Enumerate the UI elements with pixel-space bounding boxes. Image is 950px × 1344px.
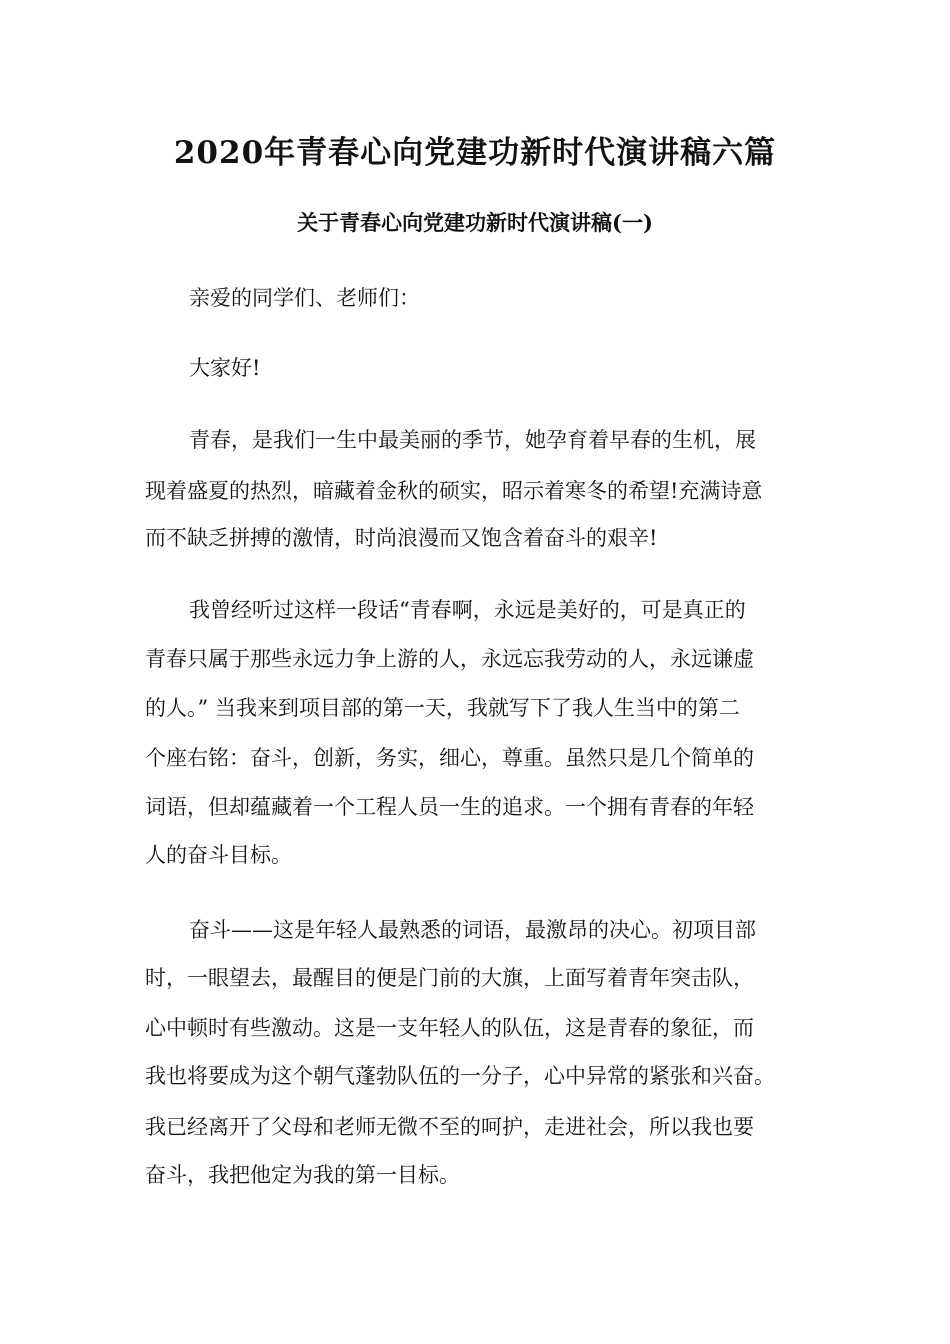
paragraph-line: 青春只属于那些永远力争上游的人，永远忘我劳动的人，永远谦虚 (145, 647, 754, 671)
paragraph-line: 我也将要成为这个朝气蓬勃队伍的一分子，心中异常的紧张和兴奋。 (145, 1064, 775, 1088)
paragraph-line: 青春，是我们一生中最美丽的季节，她孕育着早春的生机，展 (189, 428, 756, 452)
paragraph-line: 人的奋斗目标。 (145, 843, 292, 867)
paragraph-line: 我曾经听过这样一段话“青春啊，永远是美好的，可是真正的 (189, 598, 746, 622)
paragraph-line: 心中顿时有些激动。这是一支年轻人的队伍，这是青春的象征，而 (145, 1016, 754, 1040)
paragraph-line: 奋斗，我把他定为我的第一目标。 (145, 1163, 460, 1187)
paragraph-line: 我已经离开了父母和老师无微不至的呵护，走进社会，所以我也要 (145, 1115, 754, 1139)
paragraph-line: 的人。” 当我来到项目部的第一天，我就写下了我人生当中的第二 (145, 696, 740, 720)
paragraph-line: 个座右铭：奋斗，创新，务实，细心，尊重。虽然只是几个简单的 (145, 746, 754, 770)
document-title: 2020年青春心向党建功新时代演讲稿六篇 (173, 135, 777, 171)
salutation-line: 亲爱的同学们、老师们： (189, 286, 420, 310)
paragraph-line: 而不缺乏拼搏的激情，时尚浪漫而又饱含着奋斗的艰辛! (145, 526, 658, 550)
document-subtitle: 关于青春心向党建功新时代演讲稿(一) (297, 210, 653, 235)
paragraph-line: 现着盛夏的热烈，暗藏着金秋的硕实，昭示着寒冬的希望!充满诗意 (145, 479, 763, 503)
paragraph-line: 时，一眼望去，最醒目的便是门前的大旗，上面写着青年突击队， (145, 966, 754, 990)
paragraph-line: 奋斗——这是年轻人最熟悉的词语，最激昂的决心。初项目部 (189, 918, 756, 942)
greeting-line: 大家好! (189, 356, 261, 380)
paragraph-line: 词语，但却蕴藏着一个工程人员一生的追求。一个拥有青春的年轻 (145, 795, 754, 819)
